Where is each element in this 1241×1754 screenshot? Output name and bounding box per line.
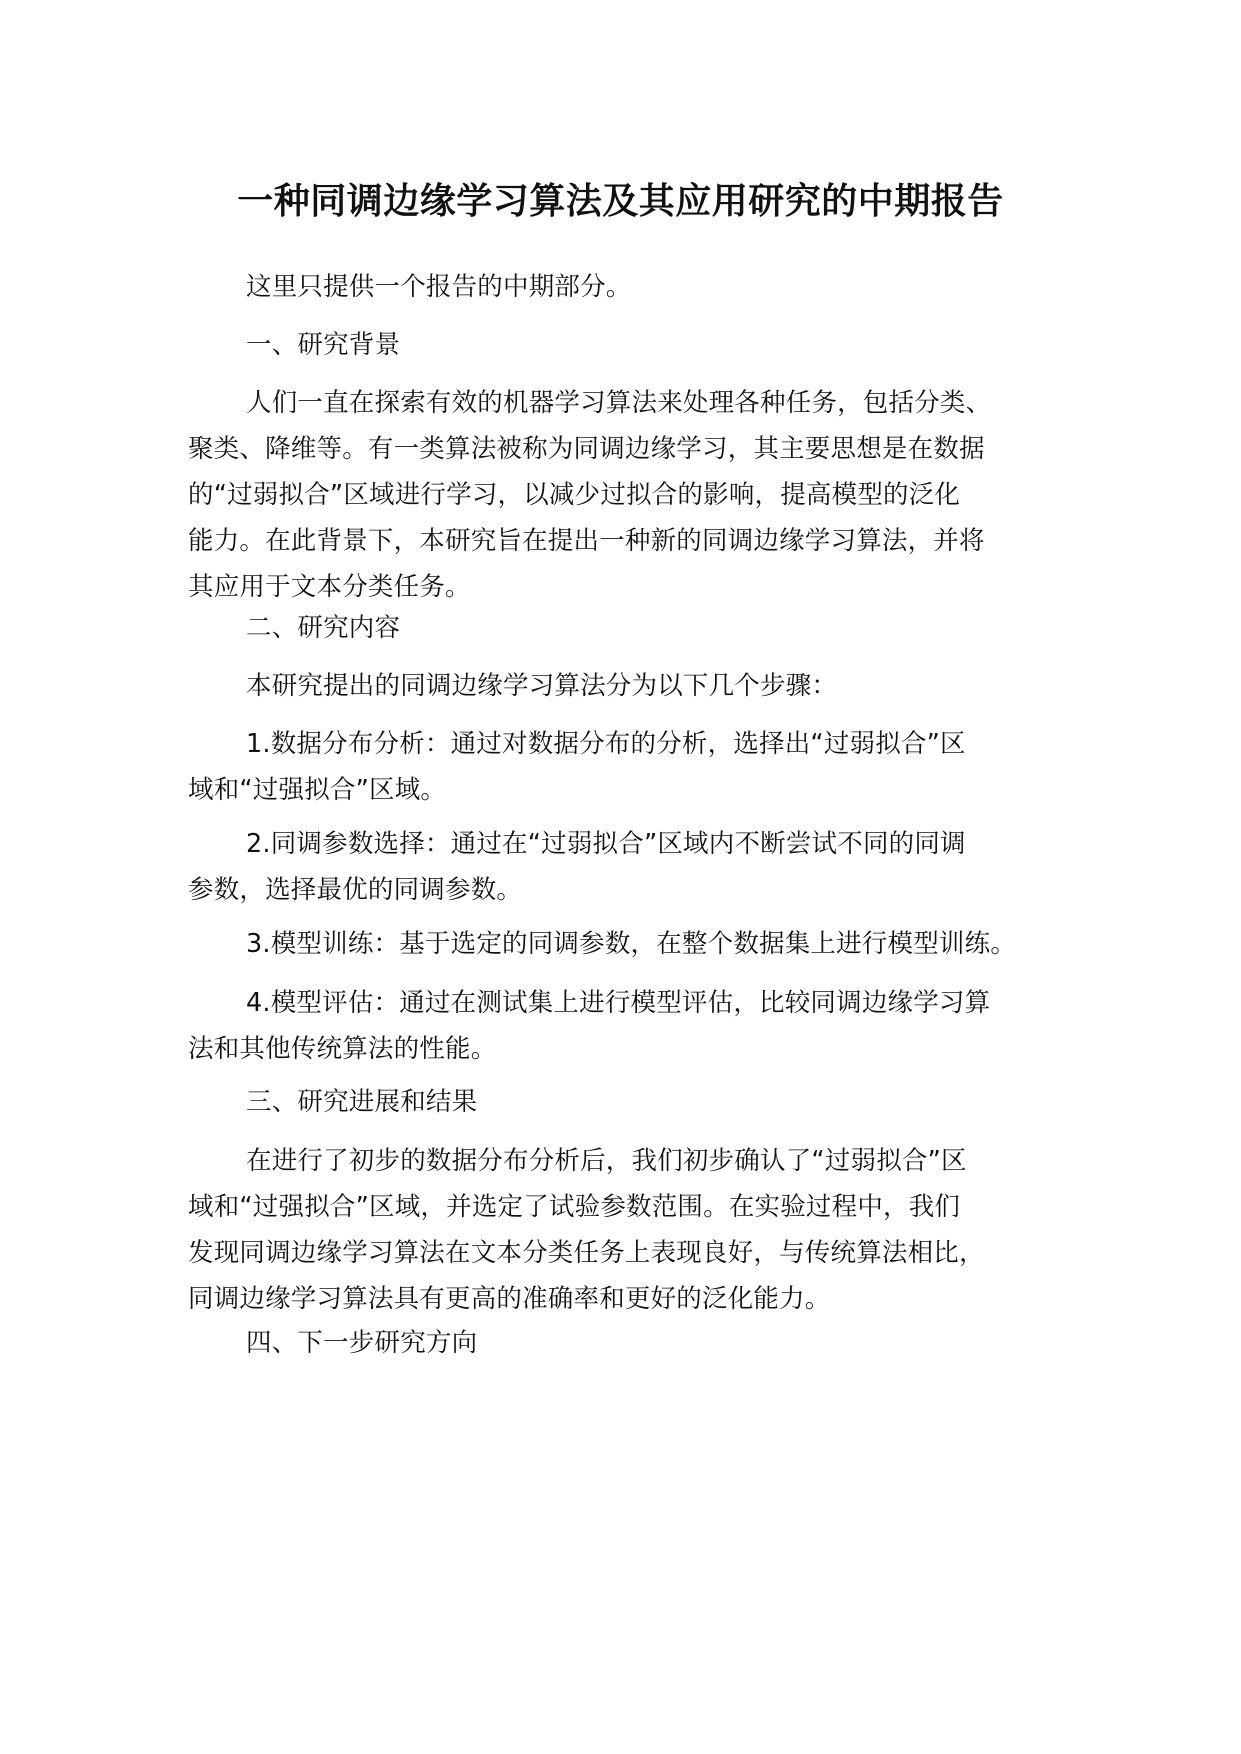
text-line: 4.模型评估：通过在测试集上进行模型评估，比较同调边缘学习算 [246, 988, 991, 1018]
text-line: 域和“过强拟合”区域。 [188, 775, 447, 805]
step-3-paragraph [188, 921, 1028, 967]
text-line: 参数，选择最优的同调参数。 [188, 875, 523, 905]
text-line: 2.同调参数选择：通过在“过弱拟合”区域内不断尝试不同的同调 [246, 829, 966, 859]
text-line: 能力。在此背景下，本研究旨在提出一种新的同调边缘学习算法，并将 [188, 526, 985, 556]
text-line: 法和其他传统算法的性能。 [188, 1034, 497, 1064]
text-line: 发现同调边缘学习算法在文本分类任务上表现良好，与传统算法相比， [188, 1238, 985, 1268]
text-line: 同调边缘学习算法具有更高的准确率和更好的泛化能力。 [188, 1284, 831, 1314]
document-title: 一种同调边缘学习算法及其应用研究的中期报告 [237, 181, 1004, 222]
step-2-paragraph [188, 821, 1028, 913]
content-intro-paragraph [188, 663, 1028, 709]
text-line: 的“过弱拟合”区域进行学习，以减少过拟合的影响，提高模型的泛化 [188, 480, 961, 510]
progress-paragraph [188, 1138, 1028, 1322]
text-line: 一、研究背景 [246, 330, 401, 360]
text-line: 域和“过强拟合”区域，并选定了试验参数范围。在实验过程中，我们 [188, 1192, 961, 1222]
text-line: 本研究提出的同调边缘学习算法分为以下几个步骤： [246, 671, 838, 701]
text-line: 这里只提供一个报告的中期部分。 [246, 272, 632, 302]
step-4-paragraph [188, 980, 1028, 1072]
step-1-paragraph [188, 721, 1028, 813]
text-line: 1.数据分布分析：通过对数据分布的分析，选择出“过弱拟合”区 [246, 729, 966, 759]
background-paragraph [188, 380, 1028, 610]
section-heading-progress [188, 1079, 1028, 1125]
text-line: 四、下一步研究方向 [246, 1328, 478, 1358]
section-heading-content [188, 605, 1028, 651]
text-line: 三、研究进展和结果 [246, 1087, 478, 1117]
text-line: 3.模型训练：基于选定的同调参数，在整个数据集上进行模型训练。 [246, 929, 1017, 959]
text-line: 其应用于文本分类任务。 [188, 572, 471, 602]
intro-paragraph [188, 264, 1028, 310]
text-line: 聚类、降维等。有一类算法被称为同调边缘学习，其主要思想是在数据 [188, 434, 985, 464]
section-heading-next-steps [188, 1320, 1028, 1366]
text-line: 人们一直在探索有效的机器学习算法来处理各种任务，包括分类、 [246, 388, 992, 418]
text-line: 二、研究内容 [246, 613, 401, 643]
section-heading-background [188, 322, 1028, 368]
text-line: 在进行了初步的数据分布分析后，我们初步确认了“过弱拟合”区 [246, 1146, 967, 1176]
